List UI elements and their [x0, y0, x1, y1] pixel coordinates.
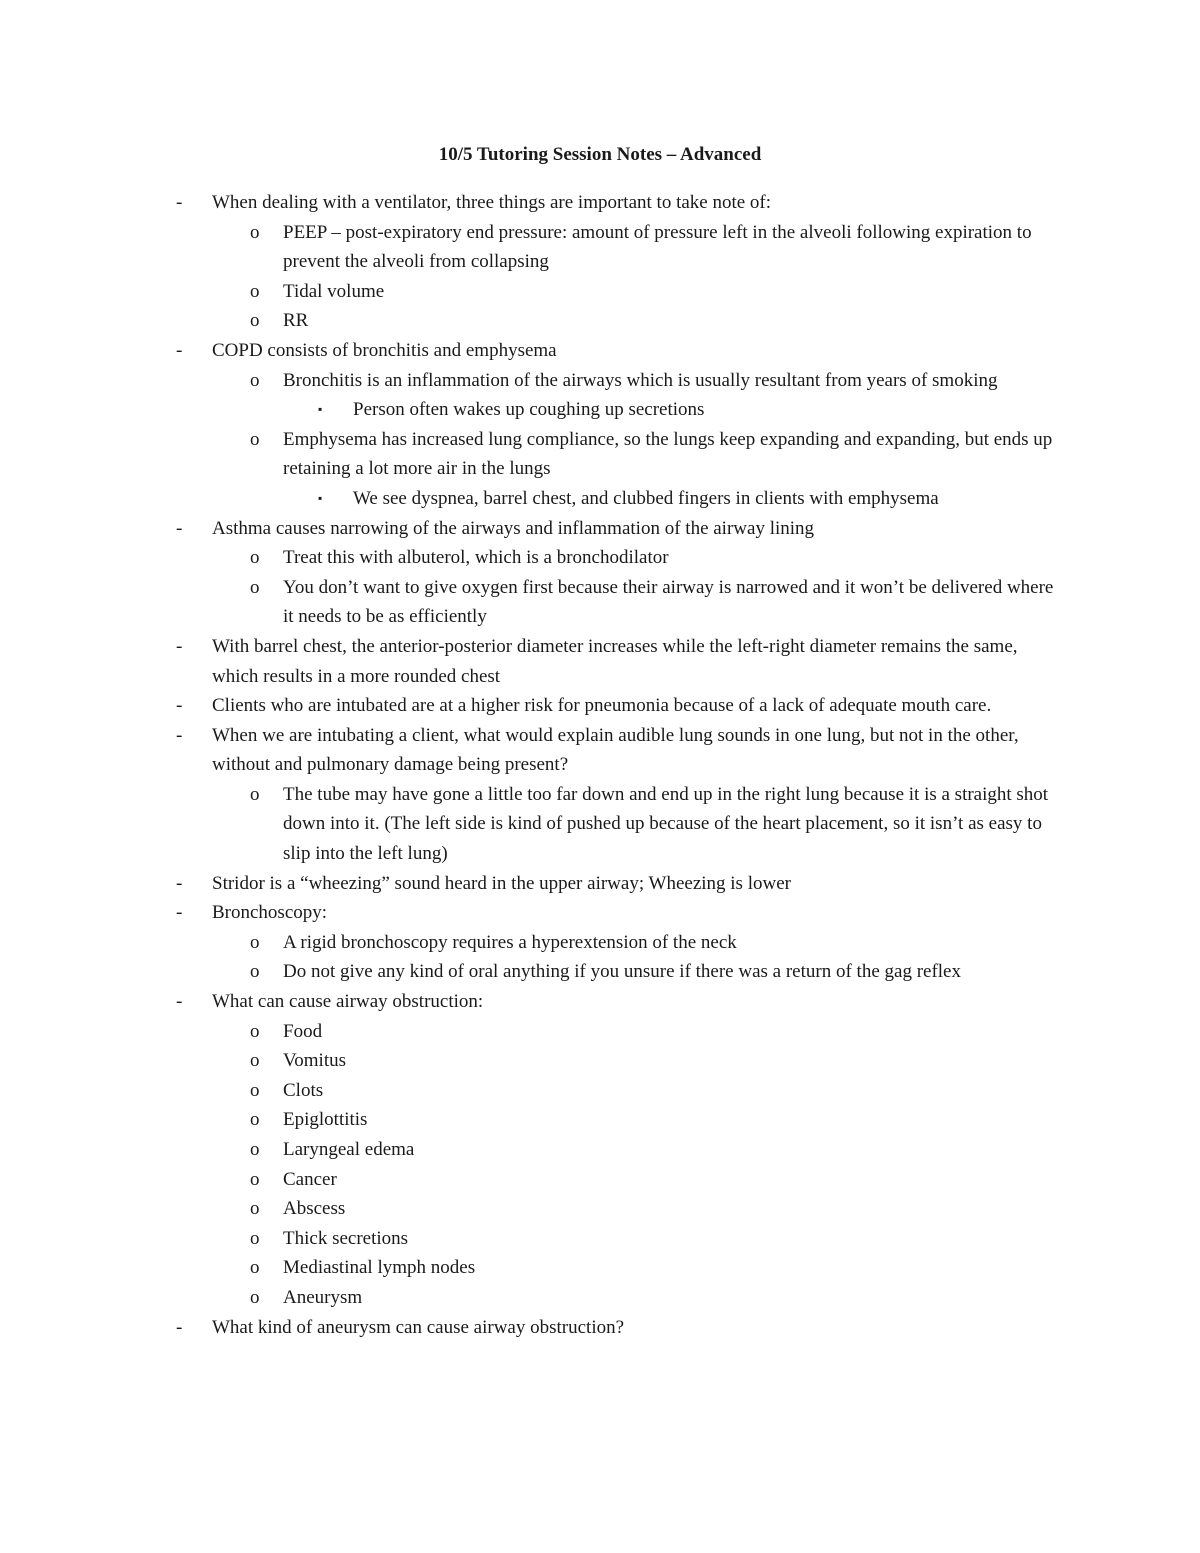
circle-bullet-icon: o — [250, 783, 260, 805]
list-item-text: You don’t want to give oxygen first because their airway is narrowed and it won’t be delivered where it needs to be as efficiently — [283, 576, 1054, 628]
list-item-text: Mediastinal lymph nodes — [283, 1257, 476, 1279]
circle-bullet-icon: o — [250, 1198, 260, 1220]
dash-bullet-icon: - — [176, 1316, 183, 1338]
list-item — [0, 1283, 1200, 1313]
list-item — [0, 869, 1200, 899]
list-item — [0, 1165, 1200, 1195]
circle-bullet-icon: o — [250, 1227, 260, 1249]
circle-bullet-icon: o — [250, 576, 260, 598]
list-item-text: When dealing with a ventilator, three things are important to take note of: — [212, 192, 772, 213]
circle-bullet-icon: o — [250, 961, 260, 983]
list-item — [0, 898, 1200, 928]
list-item-text: Person often wakes up coughing up secretions — [353, 399, 705, 421]
square-bullet-icon: ▪ — [318, 402, 323, 417]
circle-bullet-icon: o — [250, 1168, 260, 1190]
list-item — [0, 1313, 1200, 1343]
list-item — [0, 1105, 1200, 1135]
circle-bullet-icon: o — [250, 1257, 260, 1279]
list-item — [0, 366, 1200, 396]
list-item-text: Tidal volume — [283, 280, 385, 302]
list-item — [0, 691, 1200, 721]
list-item-text: Asthma causes narrowing of the airways and inflammation of the airway lining — [212, 517, 815, 539]
list-item-text: Emphysema has increased lung compliance, so the lungs keep expanding and expanding, but ends up retaining a lot more air in the lungs — [283, 428, 1053, 480]
list-item — [0, 336, 1200, 366]
list-item — [0, 780, 1200, 869]
dash-bullet-icon: - — [176, 339, 183, 361]
dash-bullet-icon: - — [176, 635, 183, 657]
page-title: 10/5 Tutoring Session Notes – Advanced — [438, 144, 762, 165]
list-item-text: Treat this with albuterol, which is a bronchodilator — [283, 547, 669, 569]
dash-bullet-icon: - — [176, 517, 183, 539]
dash-bullet-icon: - — [176, 724, 183, 746]
list-item-text: RR — [283, 310, 309, 332]
list-item-text: Bronchoscopy: — [212, 902, 328, 924]
list-item-text: Bronchitis is an inflammation of the airways which is usually resultant from years of smoking — [283, 369, 998, 391]
list-item-text: A rigid bronchoscopy requires a hyperextension of the neck — [283, 931, 737, 953]
list-item-text: When we are intubating a client, what would explain audible lung sounds in one lung, but not in the other, without and pulmonary damage being present? — [212, 724, 1019, 776]
list-item — [0, 218, 1200, 277]
circle-bullet-icon: o — [250, 310, 260, 332]
list-item-text: Abscess — [283, 1198, 346, 1220]
list-item — [0, 1135, 1200, 1165]
list-item — [0, 277, 1200, 307]
square-bullet-icon: ▪ — [318, 490, 323, 505]
circle-bullet-icon: o — [250, 1286, 260, 1308]
list-item — [0, 1017, 1200, 1047]
list-item-text: What can cause airway obstruction: — [212, 991, 484, 1013]
dash-bullet-icon: - — [176, 695, 183, 717]
list-item — [0, 928, 1200, 958]
list-item — [0, 1253, 1200, 1283]
list-item-text: We see dyspnea, barrel chest, and clubbed fingers in clients with emphysema — [353, 487, 939, 509]
list-item — [0, 543, 1200, 573]
list-item-text: Vomitus — [283, 1050, 347, 1072]
list-item-text: Stridor is a “wheezing” sound heard in the upper airway; Wheezing is lower — [212, 872, 791, 894]
dash-bullet-icon: - — [176, 991, 183, 1013]
circle-bullet-icon: o — [250, 1050, 260, 1072]
list-item — [0, 514, 1200, 544]
circle-bullet-icon: o — [250, 280, 260, 302]
list-item — [0, 306, 1200, 336]
list-item-text: Clients who are intubated are at a higher risk for pneumonia because of a lack of adequate mouth care. — [212, 695, 992, 717]
circle-bullet-icon: o — [250, 1020, 260, 1042]
list-item — [0, 484, 1200, 514]
dash-bullet-icon: - — [176, 902, 183, 924]
circle-bullet-icon: o — [250, 547, 260, 569]
list-item — [0, 188, 1200, 218]
list-item — [0, 1046, 1200, 1076]
circle-bullet-icon: o — [250, 1109, 260, 1131]
list-item-text: PEEP – post-expiratory end pressure: amount of pressure left in the alveoli following expiration to prevent the alveoli from collapsing — [283, 221, 1032, 273]
list-item-text: With barrel chest, the anterior-posterior diameter increases while the left-right diameter remains the same, which results in a more rounded chest — [212, 635, 1018, 687]
circle-bullet-icon: o — [250, 1139, 260, 1160]
dash-bullet-icon: - — [176, 872, 183, 894]
list-item — [0, 1194, 1200, 1224]
circle-bullet-icon: o — [250, 931, 260, 953]
circle-bullet-icon: o — [250, 369, 260, 391]
list-item — [0, 632, 1200, 691]
circle-bullet-icon: o — [250, 1079, 260, 1101]
list-item-text: What kind of aneurysm can cause airway obstruction? — [212, 1316, 625, 1338]
list-item — [0, 1224, 1200, 1254]
list-item-text: COPD consists of bronchitis and emphysema — [212, 339, 557, 361]
dash-bullet-icon: - — [176, 192, 183, 213]
list-item-text: Food — [283, 1020, 323, 1042]
list-item-text: Cancer — [283, 1168, 337, 1190]
list-item — [0, 425, 1200, 484]
list-item-text: Epiglottitis — [283, 1109, 368, 1131]
list-item — [0, 395, 1200, 425]
list-item — [0, 721, 1200, 780]
list-item-text: Thick secretions — [283, 1227, 409, 1249]
list-item-text: Clots — [283, 1079, 324, 1101]
circle-bullet-icon: o — [250, 428, 260, 450]
list-item — [0, 957, 1200, 987]
circle-bullet-icon: o — [250, 221, 260, 243]
list-item-text: Laryngeal edema — [283, 1139, 415, 1160]
list-item — [0, 1076, 1200, 1106]
list-item-text: Aneurysm — [283, 1286, 363, 1308]
notes-list — [0, 188, 1200, 1342]
list-item-text: Do not give any kind of oral anything if you unsure if there was a return of the gag reflex — [283, 961, 961, 983]
list-item — [0, 987, 1200, 1017]
list-item — [0, 573, 1200, 632]
list-item-text: The tube may have gone a little too far down and end up in the right lung because it is a straight shot down into it. (The left side is kind of pushed up because of the heart placement, so it isn’t as easy to slip into the left lung) — [283, 783, 1049, 865]
